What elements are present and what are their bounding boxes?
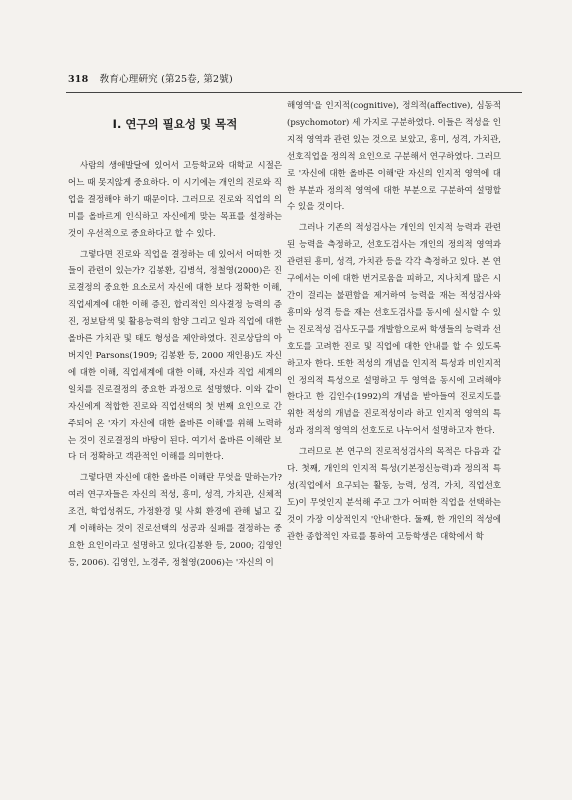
section-title: Ⅰ. 연구의 필요성 및 목적 [112, 117, 238, 131]
left-column [68, 158, 282, 576]
paragraph: 해영역'을 인지적(cognitive), 정의적(affective), 심동적(psychomotor) 세 가지로 구분하였다. 이들은 적성을 인지적 영역과 관련 있는 것으로 보았고, 흥미, 성격, 가치관, 선호직업을 정의적 요인으로 구분해서 연구하였다. 그러므로 '자신에 대한 올바른 이해'란 자신의 인지적 영역에 대한 부분과 정의적 영역에 대한 부분으로 구분하여 설명할 수 있을 것이다. [287, 101, 501, 213]
journal-title: 敎育心理硏究 (第25卷, 第2號) [99, 74, 233, 85]
paragraph: 그렇다면 진로와 직업을 결정하는 데 있어서 어떠한 것들이 관련이 있는가? 김봉환, 김병석, 정철영(2000)은 진로결정의 중요한 요소로서 자신에 대한 보다 정확한 이해, 직업세계에 대한 이해 증진, 합리적인 의사결정 능력의 증진, 정보탐색 및 활용능력의 함양 그리고 일과 직업에 대한 올바른 가치관 및 태도 형성을 제안하였다. 진로상담의 아버지인 Parsons(1909; 김봉환 등, 2000 재인용)도 자신에 대한 이해, 직업세계에 대한 이해, 자신과 직업 세계의 일치를 진로결정의 중요한 과정으로 설명했다. 이와 같이 자신에게 적합한 진로와 직업선택의 첫 번째 요인으로 간주되어 온 '자기 자신에 대한 올바른 이해'를 위해 노력하는 것이 진로결정의 바탕이 된다. 여기서 올바른 이해란 보다 더 정확하고 객관적인 이해를 의미한다. [68, 249, 282, 463]
paragraph: 그러나 기존의 적성검사는 개인의 인지적 능력과 관련된 능력을 측정하고, 선호도검사는 개인의 정의적 영역과 관련된 흥미, 성격, 가치관 등을 각각 측정하고 있다. 본 연구에서는 이에 대한 번거로움을 피하고, 지나치게 많은 시간이 걸리는 불편함을 제거하여 능력을 재는 적성검사와 흥미와 성격 등을 재는 선호도검사를 동시에 실시할 수 있는 진로적성 검사도구를 개발함으로써 학생들의 능력과 선호도를 고려한 진로 및 직업에 대한 안내를 할 수 있도록 하고자 한다. 또한 적성의 개념을 인지적 특성과 비인지적인 정의적 특성으로 설명하고 두 영역을 동시에 고려해야 한다고 한 김인수(1992)의 개념을 받아들여 진로지도를 위한 적성의 개념을 진로적성이라 하고 인지적 영역의 특성과 정의적 영역의 선호도로 나누어서 설명하고자 한다. [287, 223, 501, 437]
header-rule [66, 92, 522, 93]
paragraph: 그러므로 본 연구의 진로적성검사의 목적은 다음과 같다. 첫째, 개인의 인지적 특성(기본정신능력)과 정의적 특성(직업에서 요구되는 활동, 능력, 성격, 가치, 직업선호도)이 무엇인지 분석해 주고 그가 어떠한 직업을 선택하는 것이 가장 이상적인지 '안내'한다. 둘째, 한 개인의 적성에 관한 종합적인 자료를 통하여 고등학생은 대학에서 학 [287, 447, 501, 542]
paragraph: 사람의 생애발달에 있어서 고등학교와 대학교 시절은 어느 때 못지않게 중요하다. 이 시기에는 개인의 진로와 직업을 결정해야 하기 때문이다. 그러므로 진로와 직업의 의미를 올바르게 인식하고 자신에게 맞는 목표를 설정하는 것이 우선적으로 중요하다고 할 수 있다. [68, 161, 282, 239]
paragraph: 그렇다면 자신에 대한 올바른 이해란 무엇을 말하는가? 여러 연구자들은 자신의 적성, 흥미, 성격, 가치관, 신체적 조건, 학업성취도, 가정환경 및 사회 환경에 관해 넓고 깊게 이해하는 것이 진로선택의 성공과 실패를 결정하는 중요한 요인이라고 설명하고 있다(김봉환 등, 2000; 김영인 등, 2006). 김영인, 노경주, 정철영(2006)는 '자신의 이 [68, 473, 282, 568]
running-header [68, 71, 233, 85]
page-number: 318 [68, 74, 89, 85]
right-column [287, 98, 501, 550]
